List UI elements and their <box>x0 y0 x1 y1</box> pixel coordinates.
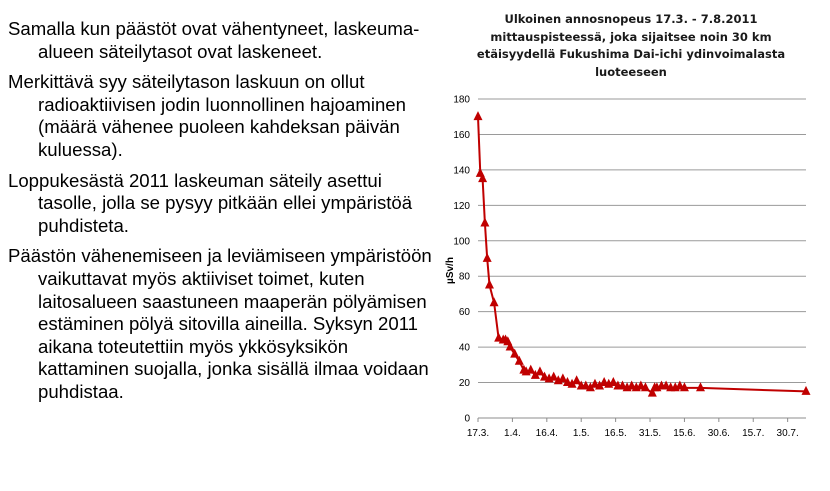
data-point-marker <box>490 297 499 306</box>
x-tick-label: 16.4. <box>535 428 558 439</box>
x-tick-label: 17.3. <box>466 428 490 439</box>
x-tick-label: 1.5. <box>572 428 590 439</box>
data-point-marker <box>526 365 535 374</box>
y-tick-label: 140 <box>453 165 470 177</box>
x-tick-label: 31.5. <box>638 428 662 439</box>
data-point-marker <box>572 375 581 384</box>
chart-panel <box>432 0 830 491</box>
data-point-marker <box>480 217 489 226</box>
x-tick-label: 1.4. <box>504 428 521 439</box>
data-point-marker <box>485 280 494 289</box>
y-axis-label: µSv/h <box>445 257 456 284</box>
data-point-marker <box>535 366 544 375</box>
text-column <box>8 18 433 412</box>
y-tick-label: 120 <box>453 200 470 212</box>
y-tick-label: 40 <box>458 342 470 354</box>
x-tick-label: 15.7. <box>742 428 765 439</box>
x-tick-label: 15.6. <box>673 428 696 439</box>
chart-title-line-1: Ulkoinen annosnopeus 17.3. - 7.8.2011 <box>504 12 758 26</box>
data-point-marker <box>696 382 705 391</box>
y-tick-label: 20 <box>458 378 470 390</box>
paragraph-4: Päästön vähenemiseen ja leviämiseen ympäristöön vaikuttavat myös aktiiviset toimet, kuten laitosalueen saastuneen maaperän pölyämisen estäminen pölyä sitovilla aineilla. Syksyn 2011 aikana toteutettiin myös ykkösyksikön kattaminen suojalla, jonka sisällä ilmaa voidaan puhdistaa. <box>8 245 432 402</box>
chart-title-line-3: etäisyydellä Fukushima Dai-ichi ydinvoimalasta <box>476 47 786 61</box>
paragraph-2: Merkittävä syy säteilytason laskuun on ollut radioaktiivisen jodin luonnollinen hajoaminen (määrä vähenee puoleen kahdeksan päivän kuluessa). <box>8 71 406 160</box>
x-tick-label: 16.5. <box>604 428 627 439</box>
y-tick-label: 100 <box>453 236 470 248</box>
y-tick-label: 0 <box>464 413 470 425</box>
data-point-marker <box>474 111 483 120</box>
y-tick-label: 60 <box>458 307 470 319</box>
x-tick-label: 30.6. <box>707 428 730 439</box>
dose-rate-chart <box>432 0 830 491</box>
y-tick-label: 160 <box>453 129 470 141</box>
paragraph-1: Samalla kun päästöt ovat vähentyneet, laskeuma-alueen säteilytasot ovat laskeneet. <box>8 18 420 62</box>
y-tick-label: 180 <box>453 94 470 106</box>
data-point-marker <box>483 253 492 262</box>
chart-title-line-4: luoteeseen <box>595 64 667 79</box>
x-tick-label: 30.7. <box>776 428 799 439</box>
y-tick-label: 80 <box>458 271 470 283</box>
paragraph-3: Loppukesästä 2011 laskeuman säteily asettui tasolle, jolla se pysyy pitkään ellei ympäristöä puhdisteta. <box>8 169 413 236</box>
chart-title-line-2: mittauspisteessä, joka sijaitsee noin 30 km <box>490 29 772 44</box>
series-line <box>478 117 806 394</box>
